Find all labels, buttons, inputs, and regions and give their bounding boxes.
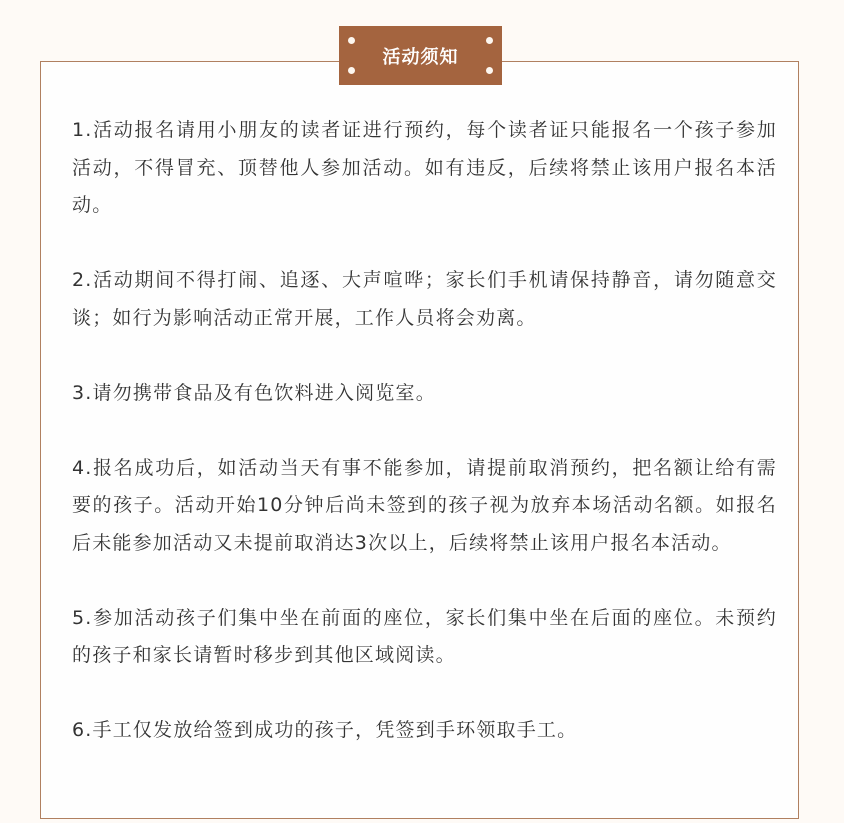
badge-dot-icon	[486, 37, 493, 44]
notice-item-6: 6.手工仅发放给签到成功的孩子，凭签到手环领取手工。	[72, 719, 578, 741]
notice-item-4: 4.报名成功后，如活动当天有事不能参加，请提前取消预约，把名额让给有需要的孩子。活动开始10分钟后尚未签到的孩子视为放弃本场活动名额。如报名后未能参加活动又未提前取消达3次以上，后续将禁止该用户报名本活动。	[72, 456, 777, 554]
notice-item-5: 5.参加活动孩子们集中坐在前面的座位，家长们集中坐在后面的座位。未预约的孩子和家长请暂时移步到其他区域阅读。	[72, 606, 777, 666]
notice-list	[72, 112, 777, 750]
badge-dot-icon	[348, 37, 355, 44]
notice-item-1: 1.活动报名请用小朋友的读者证进行预约，每个读者证只能报名一个孩子参加活动，不得冒充、顶替他人参加活动。如有违反，后续将禁止该用户报名本活动。	[72, 119, 777, 216]
notice-title: 活动须知	[382, 46, 459, 68]
notice-item-2: 2.活动期间不得打闹、追逐、大声喧哗；家长们手机请保持静音，请勿随意交谈；如行为影响活动正常开展，工作人员将会劝离。	[72, 269, 777, 329]
notice-item-3: 3.请勿携带食品及有色饮料进入阅览室。	[72, 381, 436, 404]
notice-title-badge	[339, 26, 502, 85]
badge-dot-icon	[348, 67, 355, 74]
badge-dot-icon	[486, 67, 493, 74]
